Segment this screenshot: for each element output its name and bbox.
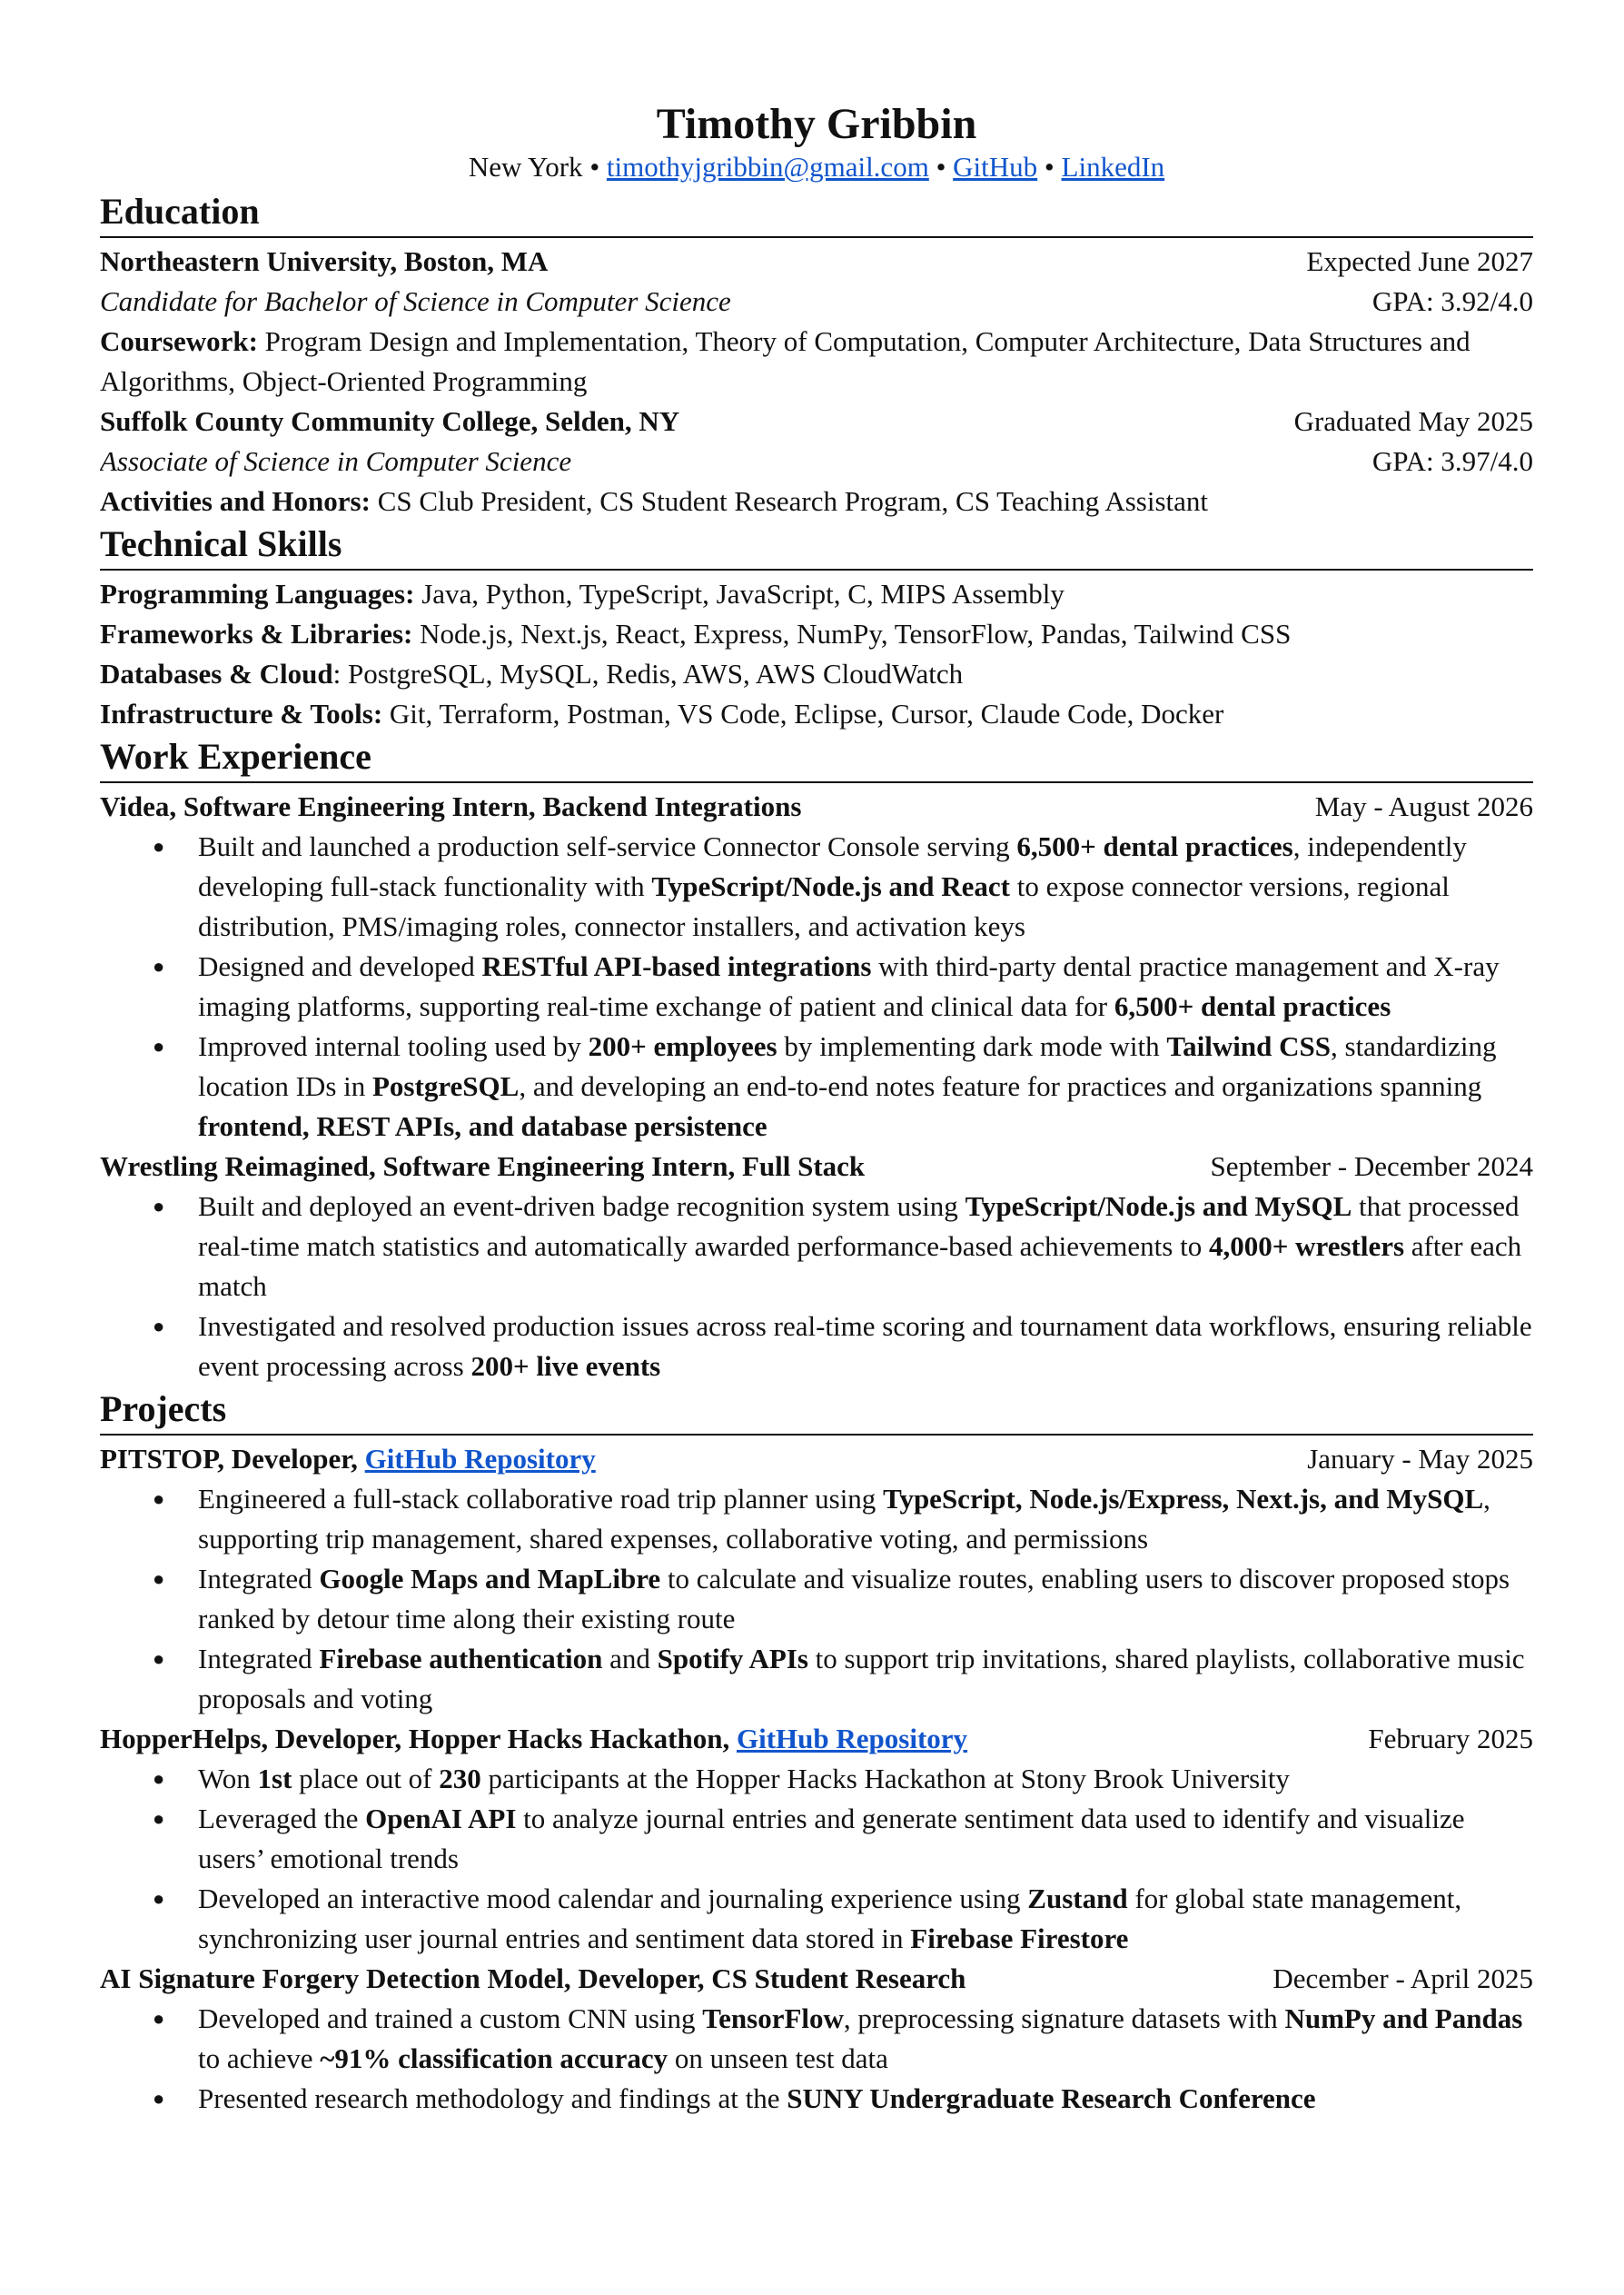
activities-label: Activities and Honors: [100,485,371,517]
bullet-emphasis: TypeScript, Node.js/Express, Next.js, and MySQL [883,1483,1484,1515]
bullet-text [198,1643,1525,1714]
bullet-icon: ● [153,2007,165,2030]
job-heading-videa [100,787,1533,827]
job-title: Wrestling Reimagined, Software Engineering Intern, Full Stack [100,1150,866,1182]
bullet-segment: Developed and trained a custom CNN using [198,2002,703,2034]
list-item [100,947,1533,1027]
bullet-text [198,1563,1510,1634]
skills-label: Infrastructure & Tools: [100,698,383,730]
bullet-segment: Built and launched a production self-service Connector Console serving [198,830,1017,862]
project-title: AI Signature Forgery Detection Model, Developer, CS Student Research [100,1962,966,1994]
education-date: Graduated May 2025 [1293,405,1533,437]
list-item [100,1799,1533,1879]
bullet-emphasis: 6,500+ dental practices [1016,830,1293,862]
skills-text: Git, Terraform, Postman, VS Code, Eclipse, Cursor, Claude Code, Docker [382,698,1224,730]
bullet-emphasis: Firebase authentication [319,1643,603,1674]
project-title [100,1719,1368,1759]
github-link[interactable]: GitHub [953,151,1038,183]
activities-text: CS Club President, CS Student Research Program, CS Teaching Assistant [370,485,1209,517]
list-item [100,1306,1533,1386]
skills-label: Programming Languages: [100,578,415,610]
section-title-work: Work Experience [100,734,1533,783]
degree: Candidate for Bachelor of Science in Computer Science [100,285,731,317]
job-title: Videa, Software Engineering Intern, Backend Integrations [100,790,802,822]
bullet-emphasis: TypeScript/Node.js and MySQL [965,1190,1352,1222]
bullet-emphasis: Zustand [1027,1883,1128,1914]
bullet-segment: Leveraged the [198,1803,366,1834]
school-name: Northeastern University, Boston, MA [100,245,549,277]
bullet-icon: ● [153,1487,165,1510]
bullet-icon: ● [153,835,165,858]
project-heading-pitstop [100,1439,1533,1479]
bullet-emphasis: 230 [439,1763,481,1794]
bullet-icon: ● [153,955,165,978]
bullet-emphasis: OpenAI API [365,1803,517,1834]
bullet-text [198,950,1500,1022]
bullet-segment: after each match [198,1230,1522,1302]
skills-text: Node.js, Next.js, React, Express, NumPy, TensorFlow, Pandas, Tailwind CSS [412,618,1292,650]
bullet-icon: ● [153,1647,165,1670]
project-title [100,1439,1307,1479]
bullet-emphasis: frontend, REST APIs, and database persistence [198,1110,767,1142]
bullet-emphasis: NumPy and Pandas [1284,2002,1523,2034]
separator: • [1037,151,1062,183]
bullet-icon: ● [153,1195,165,1217]
location: New York [468,151,583,183]
bullet-segment: and [602,1643,658,1674]
bullet-segment: Built and deployed an event-driven badge recognition system using [198,1190,965,1222]
linkedin-link[interactable]: LinkedIn [1061,151,1165,183]
section-title-projects: Projects [100,1386,1533,1436]
bullet-segment: for global state management, synchronizing user journal entries and sentiment data stored in [198,1883,1462,1954]
candidate-name: Timothy Gribbin [656,100,977,148]
list-item [100,1027,1533,1147]
coursework-label: Coursework: [100,325,258,357]
bullet-emphasis: 200+ employees [588,1030,777,1062]
project-date: January - May 2025 [1307,1443,1533,1475]
project-heading-signature [100,1959,1533,1999]
bullet-segment: Presented research methodology and findings at the [198,2082,787,2114]
degree-row [100,442,1533,482]
skills-tools [100,694,1533,734]
skills-label: Frameworks & Libraries: [100,618,413,650]
bullet-emphasis: ~91% classification accuracy [320,2042,668,2074]
bullet-text [198,1483,1490,1555]
bullet-icon: ● [153,1567,165,1590]
bullet-segment: , supporting trip management, shared expenses, collaborative voting, and permissions [198,1483,1490,1555]
education-entry-sccc [100,402,1533,442]
list-item [100,827,1533,947]
bullet-emphasis: SUNY Undergraduate Research Conference [787,2082,1316,2114]
bullet-segment: to analyze journal entries and generate sentiment data used to identify and visualize users’ emotional trends [198,1803,1465,1874]
education-entry-neu [100,242,1533,282]
bullet-segment: , standardizing location IDs in [198,1030,1497,1102]
bullet-segment: Designed and developed [198,950,482,982]
bullet-emphasis: PostgreSQL [372,1070,520,1102]
skills-languages [100,574,1533,614]
bullet-icon: ● [153,1315,165,1337]
bullet-emphasis: 4,000+ wrestlers [1208,1230,1405,1262]
bullet-segment: on unseen test data [668,2042,888,2074]
section-title-education: Education [100,189,1533,238]
bullet-text [198,1803,1465,1874]
bullet-segment: Investigated and resolved production issues across real-time scoring and tournament data workflows, ensuring reliable event processing across [198,1310,1532,1382]
bullet-segment: that processed real-time match statistics and automatically awarded performance-based achievements to [198,1190,1520,1262]
education-date: Expected June 2027 [1306,245,1533,277]
bullet-text [198,1310,1532,1382]
bullet-segment: to calculate and visualize routes, enabling users to discover proposed stops ranked by detour time along their existing route [198,1563,1510,1634]
project-bullets [100,1479,1533,1719]
job-date: May - August 2026 [1314,790,1533,822]
contact-line [100,149,1533,185]
bullet-segment: place out of [292,1763,440,1794]
skills-text: Java, Python, TypeScript, JavaScript, C, MIPS Assembly [414,578,1065,610]
bullet-segment: to expose connector versions, regional distribution, PMS/imaging roles, connector installers, and activation keys [198,870,1450,942]
bullet-emphasis: Firebase Firestore [910,1922,1129,1954]
bullet-segment: participants at the Hopper Hacks Hackathon at Stony Brook University [480,1763,1290,1794]
list-item [100,1759,1533,1799]
bullet-text [198,1030,1497,1142]
bullet-emphasis: 6,500+ dental practices [1114,990,1391,1022]
bullet-emphasis: TensorFlow [702,2002,844,2034]
bullet-segment: Won [198,1763,258,1794]
coursework [100,322,1533,402]
degree-row [100,282,1533,322]
degree: Associate of Science in Computer Science [100,445,572,477]
bullet-text [198,1883,1461,1954]
skills-databases [100,654,1533,694]
school-name: Suffolk County Community College, Selden, NY [100,405,680,437]
project-date: December - April 2025 [1272,1962,1533,1994]
skills-text: : PostgreSQL, MySQL, Redis, AWS, AWS CloudWatch [332,658,964,690]
job-date: September - December 2024 [1210,1150,1533,1182]
project-name: HopperHelps, Developer, Hopper Hacks Hackathon, [100,1723,737,1754]
bullet-icon: ● [153,1807,165,1830]
gpa: GPA: 3.97/4.0 [1371,445,1533,477]
separator: • [928,151,954,183]
project-heading-hopper [100,1719,1533,1759]
bullet-emphasis: Google Maps and MapLibre [319,1563,661,1595]
bullet-segment: by implementing dark mode with [777,1030,1167,1062]
bullet-segment: to support trip invitations, shared playlists, collaborative music proposals and voting [198,1643,1525,1714]
job-heading-wrestling [100,1147,1533,1187]
bullet-segment: to achieve [198,2042,321,2074]
bullet-segment: Integrated [198,1643,320,1674]
bullet-segment: , and developing an end-to-end notes feature for practices and organizations spanning [519,1070,1482,1102]
skills-label: Databases & Cloud [100,658,333,690]
bullet-emphasis: 1st [257,1763,292,1794]
bullet-segment: with third-party dental practice management and X-ray imaging platforms, supporting real-time exchange of patient and clinical data for [198,950,1500,1022]
bullet-emphasis: Tailwind CSS [1166,1030,1331,1062]
bullet-segment: Engineered a full-stack collaborative road trip planner using [198,1483,884,1515]
list-item [100,2079,1533,2119]
bullet-emphasis: RESTful API-based integrations [481,950,872,982]
bullet-segment: Improved internal tooling used by [198,1030,589,1062]
bullet-segment: Developed an interactive mood calendar and journaling experience using [198,1883,1028,1914]
list-item [100,1559,1533,1639]
project-date: February 2025 [1368,1723,1533,1754]
bullet-text [198,2082,1316,2114]
bullet-emphasis: Spotify APIs [657,1643,808,1674]
project-bullets [100,1999,1533,2119]
bullet-emphasis: TypeScript/Node.js and React [651,870,1011,902]
bullet-segment: , preprocessing signature datasets with [843,2002,1285,2034]
project-bullets [100,1759,1533,1959]
list-item [100,1999,1533,2079]
github-repo-link[interactable]: GitHub Repository [736,1723,968,1754]
bullet-segment: Integrated [198,1563,320,1595]
github-repo-link[interactable]: GitHub Repository [364,1443,596,1475]
email-link[interactable]: timothyjgribbin@gmail.com [606,151,929,183]
bullet-emphasis: 200+ live events [470,1350,661,1382]
bullet-text [198,830,1467,942]
section-title-skills: Technical Skills [100,522,1533,571]
job-bullets [100,827,1533,1147]
project-name: PITSTOP, Developer, [100,1443,365,1475]
skills-frameworks [100,614,1533,654]
bullet-icon: ● [153,1035,165,1058]
list-item [100,1187,1533,1306]
resume-page [100,100,1533,2119]
bullet-text [198,2002,1522,2074]
job-bullets [100,1187,1533,1386]
coursework-text: Program Design and Implementation, Theory of Computation, Computer Architecture, Data Structures and Algorithms, Object-Oriented Programming [100,325,1471,397]
bullet-text [198,1190,1521,1302]
bullet-segment: , independently developing full-stack functionality with [198,830,1467,902]
bullet-icon: ● [153,1767,165,1790]
list-item [100,1639,1533,1719]
gpa: GPA: 3.92/4.0 [1371,285,1533,317]
list-item [100,1879,1533,1959]
bullet-icon: ● [153,2087,165,2110]
bullet-text [198,1763,1290,1794]
separator: • [582,151,607,183]
activities [100,482,1533,522]
bullet-icon: ● [153,1887,165,1910]
list-item [100,1479,1533,1559]
